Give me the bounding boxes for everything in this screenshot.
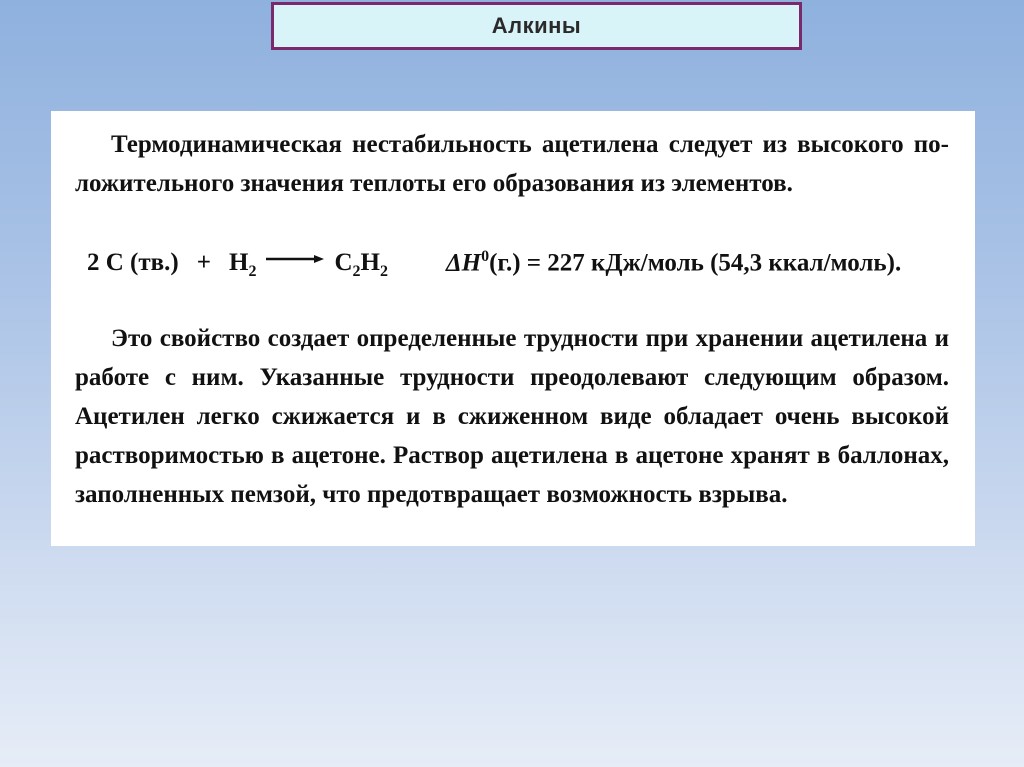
product-c: C bbox=[334, 249, 353, 277]
equation-reactant-carbon: 2 C (тв.) bbox=[87, 249, 179, 277]
document-panel bbox=[51, 111, 975, 546]
slide-title-box bbox=[271, 2, 802, 50]
paragraph-line: ложительного значения теплоты его образования из элементов. bbox=[75, 170, 793, 197]
equation-plus: + bbox=[196, 249, 211, 277]
paragraph-storage bbox=[75, 319, 949, 514]
enthalpy-expression bbox=[446, 237, 901, 282]
reaction-arrow-icon bbox=[266, 254, 324, 264]
paragraph-intro bbox=[75, 125, 949, 203]
product-c-subscript: 2 bbox=[352, 263, 361, 281]
paragraph-line: работе с ним. Указанные трудности преодолевают следующим образом. bbox=[75, 364, 949, 392]
paragraph-line: растворимостью в ацетоне. Раствор ацетилена в ацетоне хранят в баллонах, bbox=[75, 442, 949, 470]
reaction-equation bbox=[87, 237, 949, 291]
product-h: H bbox=[360, 249, 380, 277]
product-h-subscript: 2 bbox=[379, 263, 388, 281]
enthalpy-value: (г.) = 227 кДж/моль (54,3 ккал/моль). bbox=[489, 249, 902, 277]
slide-title: Алкины bbox=[491, 13, 582, 38]
paragraph-line: Ацетилен легко сжижается и в сжиженном виде обладает очень высокой bbox=[75, 403, 949, 431]
paragraph-line: заполненных пемзой, что предотвращает возможность взрыва. bbox=[75, 481, 788, 509]
equation-reactant-hydrogen bbox=[229, 243, 256, 291]
hydrogen-symbol: H bbox=[229, 249, 249, 277]
paragraph-line: Термодинамическая нестабильность ацетилена следует из высокого по- bbox=[111, 131, 949, 158]
hydrogen-subscript: 2 bbox=[248, 263, 257, 281]
enthalpy-superscript: 0 bbox=[481, 248, 490, 265]
paragraph-line: Это свойство создает определенные трудности при хранении ацетилена и bbox=[111, 325, 949, 353]
equation-product-acetylene bbox=[334, 243, 388, 291]
enthalpy-symbol: ΔH bbox=[445, 249, 482, 277]
